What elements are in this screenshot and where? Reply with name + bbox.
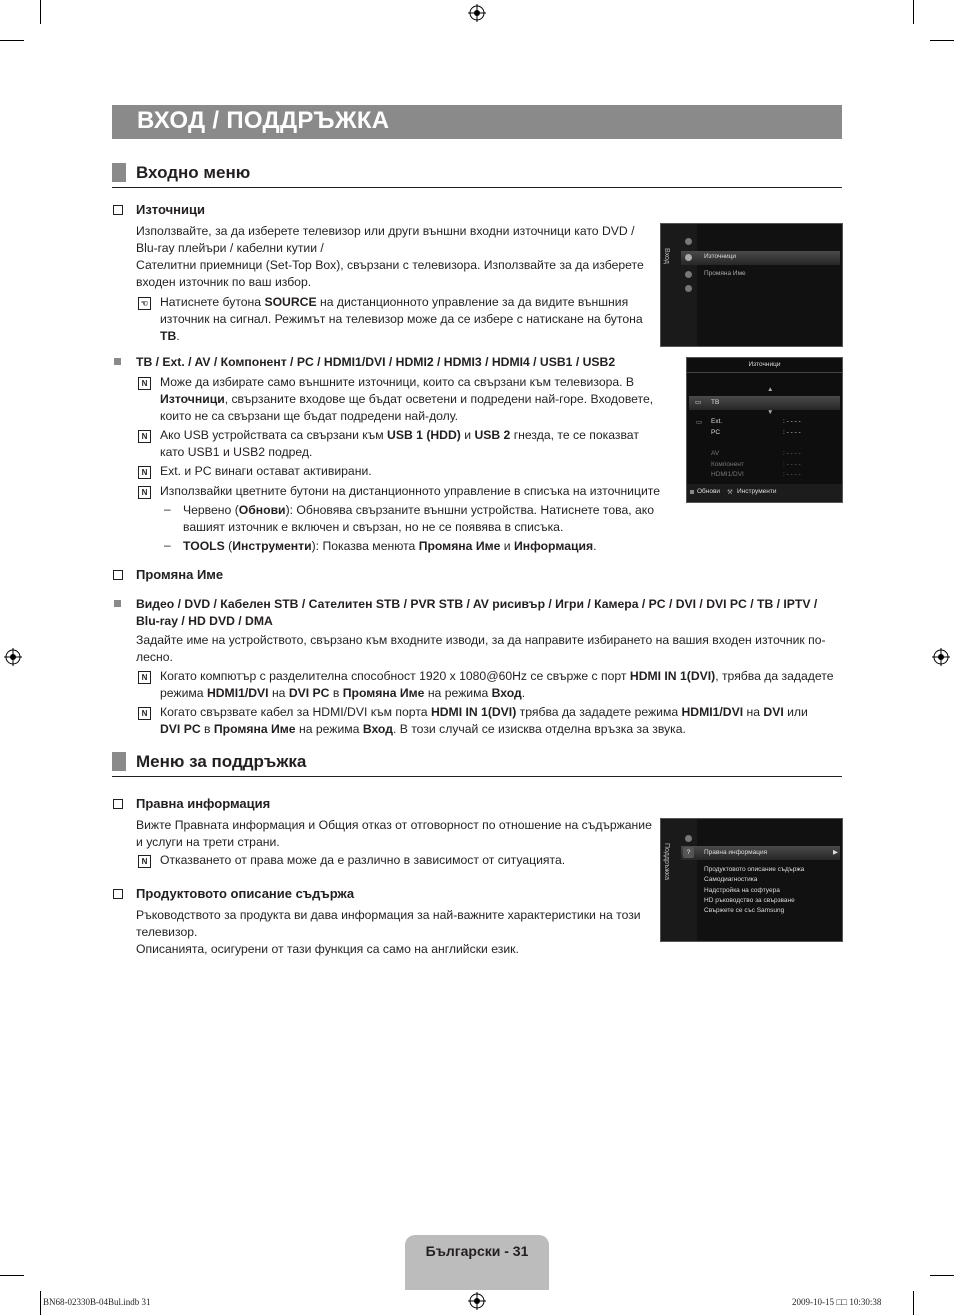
tv-screen-support-menu xyxy=(660,818,843,942)
source-row-tv[interactable]: TB xyxy=(711,399,720,406)
support-icon xyxy=(685,285,692,292)
page-number: Български - 31 xyxy=(425,1243,529,1259)
setup-icon xyxy=(685,835,692,842)
text: Когато компютър с разделителна способност 1920 x 1080@60Hz се свърже с порт xyxy=(160,669,630,683)
text-bold: Промяна Име xyxy=(213,722,296,736)
text-bold: HDMI1/DVI xyxy=(681,705,744,719)
red-button-note xyxy=(183,502,663,536)
note-icon: N xyxy=(138,430,151,443)
text-line: вашият източник е включен и свързан, но не се появява в списъка. xyxy=(183,520,564,534)
checkbox-bullet-icon xyxy=(113,889,123,899)
text-bold: USB 2 xyxy=(474,428,511,442)
remote-button-icon: ☜ xyxy=(138,297,151,310)
note-icon: N xyxy=(138,671,151,684)
source-row-hdmi1-value: : - - - - xyxy=(783,471,801,478)
text-bold: Промяна Име xyxy=(418,539,501,553)
tv-screen-input-menu xyxy=(660,223,843,347)
list-note-4: Използвайки цветните бутони на дистанционното управление в списъка на източниците xyxy=(160,484,661,498)
source-row-component-value: : - - - - xyxy=(783,461,801,468)
registration-mark-icon xyxy=(468,1292,486,1310)
list-note-2 xyxy=(160,427,660,461)
text: или xyxy=(783,705,808,719)
text: ): Показва менюта xyxy=(311,539,419,553)
section-marker xyxy=(112,752,126,771)
registration-mark-icon xyxy=(932,648,950,666)
checkbox-bullet-icon xyxy=(113,570,123,580)
text-bold: Промяна Име xyxy=(342,686,425,700)
text: Натиснете бутона xyxy=(160,295,265,309)
crop-mark xyxy=(40,1291,41,1315)
note-icon: N xyxy=(138,486,151,499)
section-header-support-menu xyxy=(112,752,842,777)
ext-icon: ▭ xyxy=(696,419,703,426)
page-footer xyxy=(405,1235,549,1290)
print-slug-right: 2009-10-15 □□ 10:30:38 xyxy=(792,1297,882,1307)
text: Когато свързвате кабел за HDMI/DVI към порта xyxy=(160,705,431,719)
help-icon: ? xyxy=(683,847,694,858)
text-bold: DVI PC xyxy=(160,722,201,736)
text-line: които не са свързани ще бъдат подредени най-долу. xyxy=(160,409,459,423)
menu-item-sources[interactable]: Източници xyxy=(704,253,736,260)
text-bold: HDMI IN 1(DVI) xyxy=(629,669,716,683)
tools-icon: ⚒ xyxy=(727,489,733,496)
text: , свързаните входове ще бъдат осветени и подредени най-горе. Входовете, xyxy=(224,392,654,406)
text: . xyxy=(593,539,597,553)
text: режима xyxy=(160,686,207,700)
registration-mark-icon xyxy=(4,648,22,666)
text-bold: Обнови xyxy=(238,503,286,517)
setup-icon xyxy=(685,271,692,278)
menu-item-legal[interactable]: Правна информация xyxy=(704,849,768,856)
crop-mark xyxy=(0,1275,24,1276)
text: в xyxy=(329,686,343,700)
square-bullet-icon xyxy=(114,600,121,607)
text: ): Обновява свързаните външни устройства. Натиснете това, ако xyxy=(285,503,655,517)
text-bold: HDMI IN 1(DVI) xyxy=(430,705,517,719)
tv-screen-sources xyxy=(686,357,843,503)
text-line: Ръководството за продукта ви дава информация за най-важните характеристики на този xyxy=(136,908,641,922)
text-line: Сателитни приемници (Set-Top Box), свързани с телевизора. Използвайте за да изберете xyxy=(136,258,644,272)
text: на режима xyxy=(295,722,363,736)
list-note-3: Ext. и PC винаги остават активирани. xyxy=(160,464,372,478)
source-row-ext[interactable]: Ext. xyxy=(711,418,723,425)
text-bold: Информация xyxy=(513,539,594,553)
page-title: ВХОД / ПОДДРЪЖКА xyxy=(137,107,390,134)
sources-label: Източници xyxy=(136,202,205,217)
section-header-input-menu xyxy=(112,163,842,188)
source-row-ext-value: : - - - - xyxy=(783,418,801,425)
rename-label: Промяна Име xyxy=(136,567,224,582)
rename-heading xyxy=(136,596,836,630)
text-bold: USB 1 (HDD) xyxy=(387,428,461,442)
tv-icon: ▭ xyxy=(695,399,702,406)
crop-mark xyxy=(913,0,914,24)
text: Червено ( xyxy=(183,503,239,517)
text-bold: Инструменти xyxy=(232,539,312,553)
text-line: Blu-ray плейъри / кабелни кутии / xyxy=(136,241,324,255)
text-line: входен източник по ваш избор. xyxy=(136,275,312,289)
checkbox-bullet-icon xyxy=(113,799,123,809)
text-bold: SOURCE xyxy=(264,295,317,309)
note-icon: N xyxy=(138,466,151,479)
section-marker xyxy=(112,163,126,182)
text-bold: TOOLS xyxy=(183,539,225,553)
text-line: телевизор. xyxy=(136,925,198,939)
text-line: Описанията, осигурени от тази функция са само на английски език. xyxy=(136,942,519,956)
manual-description xyxy=(136,907,656,958)
crop-mark xyxy=(40,0,41,24)
refresh-button[interactable]: Обнови xyxy=(697,488,721,495)
text-line: Може да избирате само външните източници, които са свързани към телевизора. В xyxy=(160,375,635,389)
scroll-down-icon[interactable]: ▼ xyxy=(767,409,774,416)
text-bold: Вход xyxy=(491,686,522,700)
square-bullet-icon xyxy=(114,358,121,365)
text-bold: Вход xyxy=(362,722,393,736)
menu-item-hd-guide[interactable]: HD ръководство за свързване xyxy=(704,897,795,904)
text-line: като USB1 и USB2 подред. xyxy=(160,445,313,459)
source-row-component[interactable]: Компонент xyxy=(711,461,744,468)
text: . xyxy=(176,329,180,343)
dash-bullet: – xyxy=(164,502,171,516)
section-title: Меню за поддръжка xyxy=(136,752,307,771)
tools-button[interactable]: Инструменти xyxy=(737,488,777,495)
sources-list-heading: TB / Ext. / AV / Компонент / PC / HDMI1/DVI / HDMI2 / HDMI3 / HDMI4 / USB1 / USB2 xyxy=(136,355,616,369)
text-line: и услуги на трети страни. xyxy=(136,835,280,849)
crop-mark xyxy=(930,40,954,41)
text-line: Задайте име на устройството, свързано към входните изводи, за да направите избирането на вашия входен източник по- xyxy=(136,633,826,647)
section-title: Входно меню xyxy=(136,163,251,182)
crop-mark xyxy=(0,40,24,41)
text: на режима xyxy=(424,686,492,700)
text-line: Използвайте, за да изберете телевизор или други външни входни източници като DVD / xyxy=(136,224,635,238)
text-line: лесно. xyxy=(136,650,173,664)
registration-mark-icon xyxy=(468,4,486,22)
menu-item-contact-samsung[interactable]: Свържете се със Samsung xyxy=(704,907,785,914)
menu-item-software-upgrade[interactable]: Надстройка на софтуера xyxy=(704,887,780,894)
dash-bullet: – xyxy=(164,538,171,552)
text: на дистанционното управление за да видите външния xyxy=(316,295,629,309)
picture-icon xyxy=(685,238,692,245)
text: и xyxy=(500,539,514,553)
page-title-bar xyxy=(112,105,842,139)
text: . xyxy=(521,686,526,700)
arrow-right-icon: ▶ xyxy=(833,849,838,856)
source-row-hdmi1[interactable]: HDMI1/DVI xyxy=(711,471,744,478)
legal-description xyxy=(136,817,656,851)
legal-label: Правна информация xyxy=(136,796,271,811)
crop-mark xyxy=(913,1291,914,1315)
rename-description xyxy=(136,632,836,666)
source-row-pc[interactable]: PC xyxy=(711,429,721,436)
text-line: Вижте Правната информация и Общия отказ от отговорност по отношение на съдържание xyxy=(136,818,652,832)
text: ( xyxy=(224,539,233,553)
menu-side-label: Вход xyxy=(663,248,670,264)
source-row-av-value: : - - - - xyxy=(783,450,801,457)
text: гнезда, те се показват xyxy=(510,428,639,442)
source-row-pc-value: : - - - - xyxy=(783,429,801,436)
text: и xyxy=(460,428,475,442)
menu-item-rename[interactable]: Промяна Име xyxy=(704,270,746,277)
text-bold: DVI PC xyxy=(288,686,330,700)
divider xyxy=(687,372,842,373)
text-bold: HDMI1/DVI xyxy=(206,686,269,700)
note-icon: N xyxy=(138,855,151,868)
source-note xyxy=(160,294,650,345)
scroll-up-icon[interactable]: ▲ xyxy=(767,386,774,393)
text-bold: TB xyxy=(160,329,177,343)
text: , трябва да зададете xyxy=(715,669,834,683)
text-bold: DVI xyxy=(763,705,784,719)
crop-mark xyxy=(930,1275,954,1276)
rename-note-2 xyxy=(160,704,840,738)
text: Ако USB устройствата са свързани към xyxy=(160,428,388,442)
text: на xyxy=(268,686,289,700)
print-slug-left: BN68-02330B-04Bul.indb 31 xyxy=(43,1297,151,1307)
text-line: Видео / DVD / Кабелен STB / Сателитен STB / PVR STB / AV рисивър / Игри / Камера / PC / DVI / DVI PC / TB / IPTV / xyxy=(136,597,818,611)
rename-note-1 xyxy=(160,668,840,702)
text: . В този случай се изисква отделна връзка за звука. xyxy=(392,722,686,736)
sources-title: Източници xyxy=(748,361,781,368)
menu-side-label: Поддръжка xyxy=(663,843,670,880)
menu-item-self-diagnosis[interactable]: Самодиагностика xyxy=(704,876,758,883)
input-icon xyxy=(685,254,692,261)
text: на xyxy=(743,705,764,719)
source-row-av[interactable]: AV xyxy=(711,450,720,457)
note-icon: N xyxy=(138,707,151,720)
text-line: Blu-ray / HD DVD / DMA xyxy=(136,614,273,628)
manual-label: Продуктовото описание съдържа xyxy=(136,886,355,901)
menu-item-manual[interactable]: Продуктовото описание съдържа xyxy=(704,866,805,873)
text: трябва да зададете режима xyxy=(516,705,682,719)
red-button-icon xyxy=(690,490,694,494)
sources-description xyxy=(136,223,656,291)
text: в xyxy=(200,722,214,736)
tools-button-note xyxy=(183,538,596,555)
legal-note: Отказването от права може да е различно в зависимост от ситуацията. xyxy=(160,853,566,867)
text-bold: Източници xyxy=(160,392,225,406)
checkbox-bullet-icon xyxy=(113,205,123,215)
list-note-1 xyxy=(160,374,660,425)
text-line: източник на сигнал. Режимът на телевизор може да се избере с натискане на бутона xyxy=(160,312,643,326)
note-icon: N xyxy=(138,377,151,390)
